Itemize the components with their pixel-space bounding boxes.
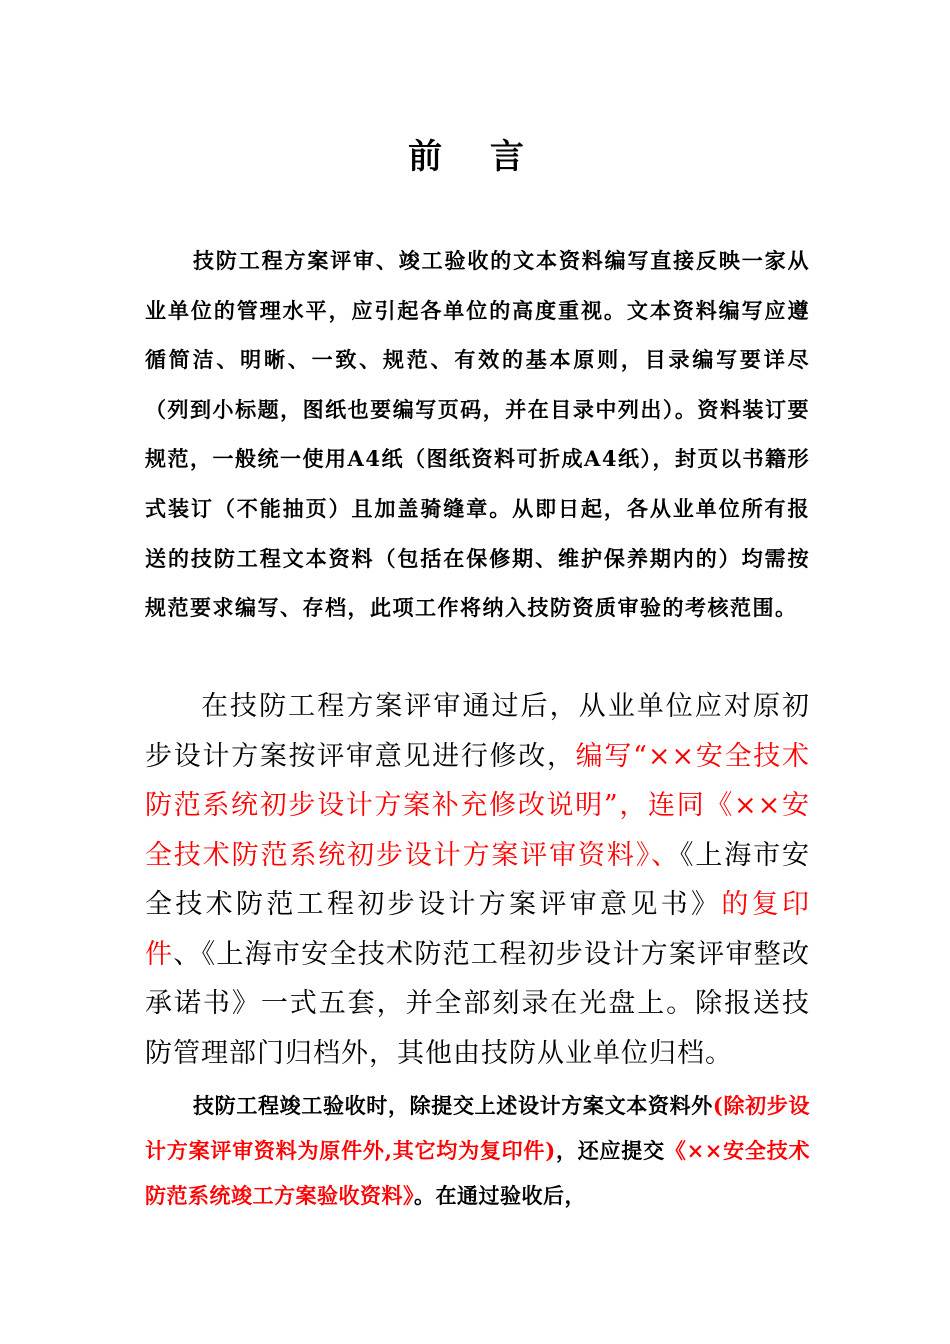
p2-text-1: 在技防工程方案评审通过后，从业单位应对原初步设计方案按评审意见进行修改， <box>145 691 810 772</box>
p3-text-1: 技防工程竣工验收时，除提交上述设计方案文本资料外 <box>193 1093 713 1118</box>
p3-highlight-2: 《××安全技术防范系统竣工方案验收资料》 <box>145 1138 811 1208</box>
p2-text-3: 、《上海市安全技术防范工程初步设计方案评审整改承诺书》一式五套，并全部刻录在光盘上。除报送技防管理部门归档外，其他由技防从业单位归档。 <box>145 938 811 1069</box>
p3-highlight-1: (除初步设计方案评审资料为原件外,其它均为复印件) <box>145 1093 811 1163</box>
paragraph-acceptance <box>145 1083 810 1218</box>
paragraph-design-revision <box>145 682 810 1078</box>
p2-text-2: 《上海市安全技术防范工程初步设计方案评审意见书》 <box>145 839 811 920</box>
p3-text-2: ，还应提交 <box>555 1138 665 1163</box>
page-title: 前 言 <box>408 137 542 177</box>
p2-highlight-2: 的复印件 <box>145 889 811 970</box>
p2-highlight-1: 编写“××安全技术防范系统初步设计方案补充修改说明”，连同《××安全技术防范系统初步设计方案评审资料》、 <box>145 740 810 871</box>
paragraph-intro: 技防工程方案评审、竣工验收的文本资料编写直接反映一家从业单位的管理水平，应引起各单位的高度重视。文本资料编写应遵循简洁、明晰、一致、规范、有效的基本原则，目录编写要详尽（列到小标题，图纸也要编写页码，并在目录中列出）。资料装订要规范，一般统一使用A4纸（图纸资料可折成A4纸），封页以书籍形式装订（不能抽页）且加盖骑缝章。从即日起，各从业单位所有报送的技防工程文本资料（包括在保修期、维护保养期内的）均需按规范要求编写、存档，此项工作将纳入技防资质审验的考核范围。 <box>145 248 810 621</box>
p3-text-3: 。在通过验收后， <box>414 1183 586 1208</box>
